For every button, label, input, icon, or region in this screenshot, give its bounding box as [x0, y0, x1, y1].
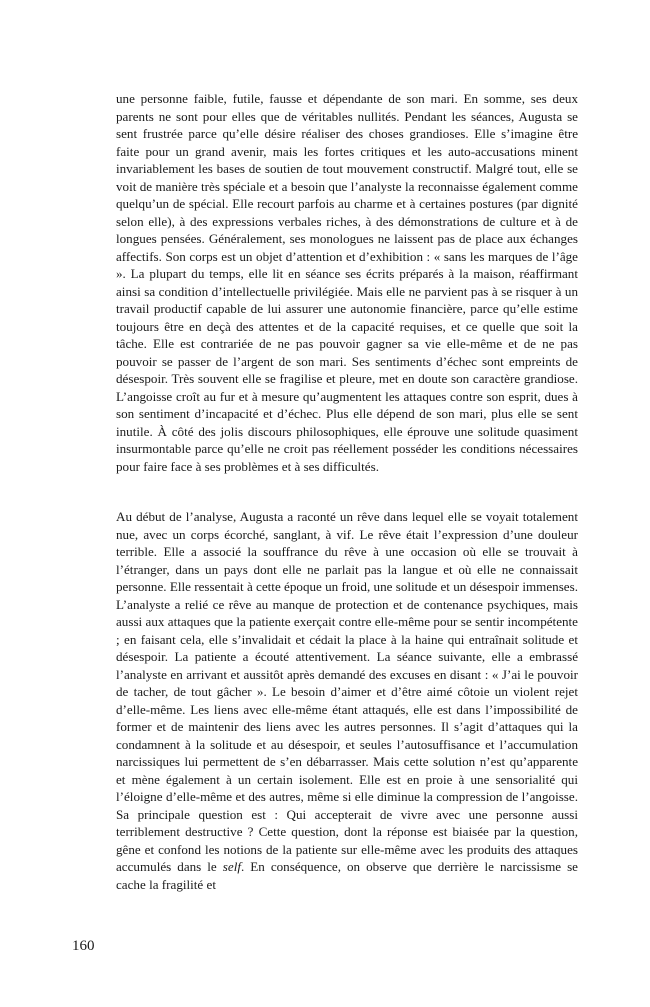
- page-number: 160: [72, 938, 95, 954]
- paragraph-text: [116, 508, 578, 893]
- paragraph-text-tail: . En conséquence, on observe que derrière le narcissisme se cache la fragilité et: [116, 859, 578, 892]
- body-paragraph-2: [116, 508, 578, 893]
- paragraph-text-main: Au début de l’analyse, Augusta a raconté un rêve dans lequel elle se voyait totalement nue, avec un corps écorché, sanglant, à vif. Le rêve était l’expression d’une douleur terrible. Elle a associé la souffrance du rêve à une occasion où elle se trouvait à l’étranger, dans un pays dont elle ne parlait pas la langue et où elle ne connaissait personne. Elle ressentait à cette époque un froid, une solitude et un désespoir immenses. L’analyste a relié ce rêve au manque de protection et de contenance psychiques, mais aussi aux attaques que la patiente exerçait contre elle-même pour se sentir incompétente ; en faisant cela, elle s’invalidait et cédait la place à la haine qui entraînait solitude et désespoir. La patiente a écouté attentivement. La séance suivante, elle a embrassé l’analyste en arrivant et aussitôt après demandé des excuses en disant : « J’ai le pouvoir de tacher, de tout gâcher ». Le besoin d’aimer et d’être aimé côtoie un violent rejet d’elle-même. Les liens avec elle-même étant attaqués, elle est dans l’impossibilité de former et de maintenir des liens avec les autres personnes. Il s’agit d’attaques qui la condamnent à la solitude et au désespoir, et seules l’autosuffisance et l’accumulation narcissiques lui permettent de s’en débarrasser. Mais cette solution n’est qu’apparente et mène également à un certain isolement. Elle est en proie à une sensorialité qui l’éloigne d’elle-même et des autres, même si elle diminue la compression de l’angoisse. Sa principale question est : Qui accepterait de vivre avec une personne aussi terriblement destructive ? Cette question, dont la réponse est biaisée par la question, gêne et confond les notions de la patiente sur elle-même avec les produits des attaques accumulés dans le: [116, 509, 578, 874]
- italic-term: self: [222, 859, 241, 874]
- body-paragraph-1: [116, 90, 578, 475]
- paragraph-text: une personne faible, futile, fausse et dépendante de son mari. En somme, ses deux parents ne sont pour elles que de véritables nullités. Pendant les séances, Augusta se sent frustrée parce qu’elle désire réaliser des choses grandioses. Elle s’imagine être faite pour un grand avenir, mais les fortes critiques et les auto-accusations minent invariablement les bases de soutien de tout mouvement constructif. Malgré tout, elle se voit de manière très spéciale et a besoin que l’analyste la reconnaisse également comme quelqu’un de spécial. Elle recourt parfois au charme et à certaines postures (par dignité selon elle), à des expressions verbales riches, à des démonstrations de culture et à de longues pensées. Généralement, ses monologues ne laissent pas de place aux échanges affectifs. Son corps est un objet d’attention et d’exhibition : « sans les marques de l’âge ». La plupart du temps, elle lit en séance ses écrits préparés à la maison, réaffirmant ainsi sa condition d’intellectuelle privilégiée. Mais elle ne parvient pas à se risquer à un travail productif capable de lui assurer une autonomie financière, parce qu’elle estime toujours être en deçà des attentes et de la capacité requises, et ce quelle que soit la tâche. Elle est contrariée de ne pas pouvoir gagner sa vie elle-même et de ne pas pouvoir se passer de l’argent de son mari. Ses sentiments d’échec sont empreints de désespoir. Très souvent elle se fragilise et pleure, met en doute son caractère grandiose. L’angoisse croît au fur et à mesure qu’augmentent les attaques contre son esprit, dues à son sentiment d’incapacité et d’échec. Plus elle dépend de son mari, plus elle se sent inutile. À côté des jolis discours philosophiques, elle éprouve une solitude quasiment insurmontable parce qu’elle ne croit pas réellement posséder les conditions nécessaires pour faire face à ses problèmes et à ses difficultés.: [116, 91, 578, 474]
